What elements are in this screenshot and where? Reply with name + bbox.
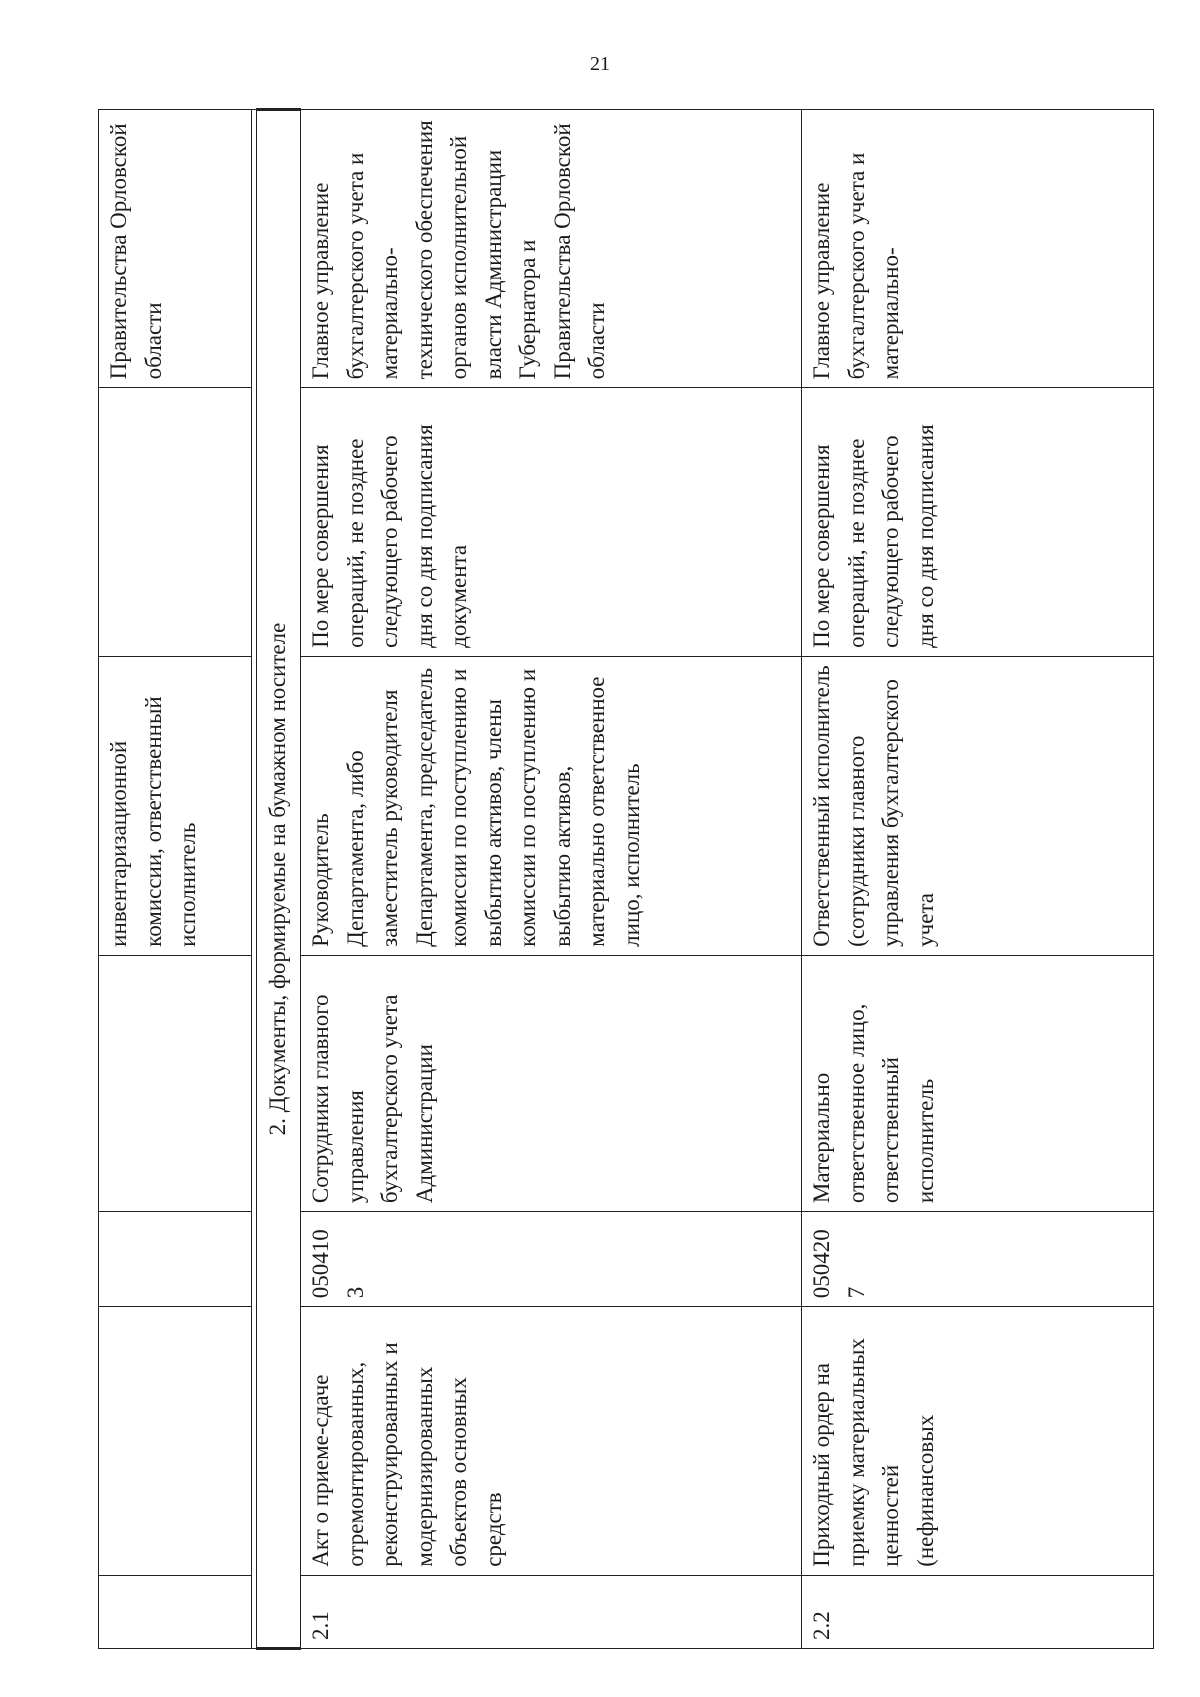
document-name: Акт о приеме-сдаче отремонтированных, реконструированных и модернизированных объектов основных средств	[301, 1307, 802, 1576]
table-row	[301, 110, 802, 1649]
cell-empty	[99, 955, 252, 1211]
cell-responsible: инвентаризационной комиссии, ответственный исполнитель	[99, 656, 252, 955]
deadline: По мере совершения операций, не позднее следующего рабочего дня со дня подписания	[802, 388, 1154, 657]
cell-empty	[99, 1575, 252, 1648]
form-code: 0504103	[301, 1212, 802, 1307]
cell-empty	[99, 1307, 252, 1576]
rotated-table-container	[98, 108, 1153, 1650]
creator: Материально ответственное лицо, ответственный исполнитель	[802, 955, 1154, 1211]
table-row	[802, 110, 1154, 1649]
cell-empty	[99, 1212, 252, 1307]
section-row	[257, 110, 301, 1649]
page-number: 21	[590, 53, 610, 75]
document-table	[98, 108, 1154, 1650]
row-number: 2.2	[802, 1575, 1154, 1648]
recipient: Главное управление бухгалтерского учета и материально-технического обеспечения органов исполнительной власти Администрации Губернатора и Правительства Орловской области	[301, 110, 802, 388]
row-number: 2.1	[301, 1575, 802, 1648]
signer: Руководитель Департамента, либо заместитель руководителя Департамента, председатель комиссии по поступлению и выбытию активов, члены комиссии по поступлению и выбытию активов, материально ответственное лицо, исполнитель	[301, 656, 802, 955]
section-title: 2. Документы, формируемые на бумажном носителе	[257, 110, 301, 1649]
continued-row	[99, 110, 252, 1649]
form-code: 0504207	[802, 1212, 1154, 1307]
deadline: По мере совершения операций, не позднее следующего рабочего дня со дня подписания документа	[301, 388, 802, 657]
creator: Сотрудники главного управления бухгалтерского учета Администрации	[301, 955, 802, 1211]
cell-empty	[99, 388, 252, 657]
recipient: Главное управление бухгалтерского учета и материально-	[802, 110, 1154, 388]
document-name: Приходный ордер на приемку материальных ценностей (нефинансовых	[802, 1307, 1154, 1576]
cell-recipient: Правительства Орловской области	[99, 110, 252, 388]
signer: Ответственный исполнитель (сотрудники главного управления бухгалтерского учета	[802, 656, 1154, 955]
